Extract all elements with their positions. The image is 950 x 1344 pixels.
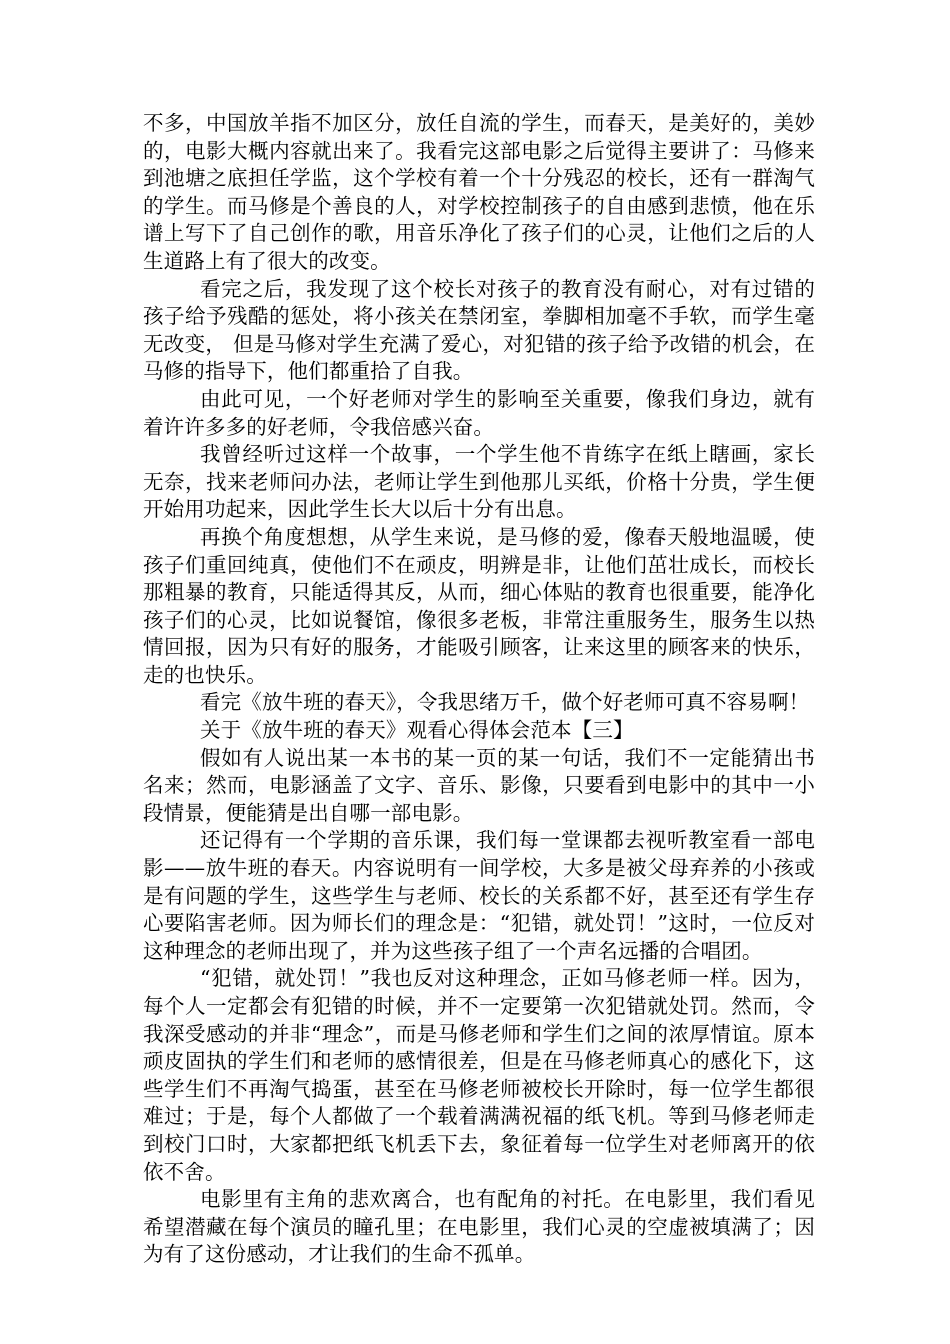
document-page [143, 110, 815, 1269]
paragraph-6: 看完《放牛班的春天》，令我思绪万千，做个好老师可真不容易啊！ [200, 690, 810, 715]
paragraph-8: 还记得有一个学期的音乐课，我们每一堂课都去视听教室看一部电影——放牛班的春天。内容说明有一间学校，大多是被父母弃养的小孩或是有问题的学生，这些学生与老师、校长的关系都不好，甚至还有学生存心要陷害老师。因为师长们的理念是：“犯错，就处罚！”这时，一位反对这种理念的老师出现了，并为这些孩子组了一个声名远播的合唱团。 [143, 828, 815, 963]
paragraph-5: 再换个角度想想，从学生来说，是马修的爱，像春天般地温暖，使孩子们重回纯真，使他们不在顽皮，明辨是非，让他们茁壮成长，而校长那粗暴的教育，只能适得其反，从而，细心体贴的教育也很重要，能净化孩子们的心灵，比如说餐馆，像很多老板，非常注重服务生，服务生以热情回报，因为只有好的服务，才能吸引顾客，让来这里的顾客来的快乐，走的也快乐。 [143, 524, 815, 687]
paragraph-1: 不多，中国放羊指不加区分，放任自流的学生，而春天，是美好的，美妙的，电影大概内容就出来了。我看完这部电影之后觉得主要讲了：马修来到池塘之底担任学监，这个学校有着一个十分残忍的校长，还有一群淘气的学生。而马修是个善良的人，对学校控制孩子的自由感到悲愤，他在乐谱上写下了自己创作的歌，用音乐净化了孩子们的心灵，让他们之后的人生道路上有了很大的改变。 [143, 111, 815, 273]
paragraph-2: 看完之后，我发现了这个校长对孩子的教育没有耐心，对有过错的孩子给予残酷的惩处，将小孩关在禁闭室，拳脚相加毫不手软，而学生毫无改变， 但是马修对学生充满了爱心，对犯错的孩子给予改错的机会，在马修的指导下，他们都重拾了自我。 [143, 276, 815, 384]
paragraph-9: “犯错，就处罚！”我也反对这种理念，正如马修老师一样。因为，每个人一定都会有犯错的时候，并不一定要第一次犯错就处罚。然而，令我深受感动的并非“理念”，而是马修老师和学生们之间的浓厚情谊。原本顽皮固执的学生们和老师的感情很差，但是在马修老师真心的感化下，这些学生们不再淘气捣蛋，甚至在马修老师被校长开除时，每一位学生都很难过；于是，每个人都做了一个载着满满祝福的纸飞机。等到马修老师走到校门口时，大家都把纸飞机丢下去，象征着每一位学生对老师离开的依依不舍。 [143, 966, 815, 1184]
section-heading: 关于《放牛班的春天》观看心得体会范本【三】 [200, 718, 634, 743]
paragraph-7: 假如有人说出某一本书的某一页的某一句话，我们不一定能猜出书名来；然而，电影涵盖了文字、音乐、影像，只要看到电影中的其中一小段情景，便能猜是出自哪一部电影。 [143, 745, 815, 825]
paragraph-4: 我曾经听过这样一个故事，一个学生他不肯练字在纸上瞎画，家长无奈，找来老师问办法，老师让学生到他那儿买纸，价格十分贵，学生便开始用功起来，因此学生长大以后十分有出息。 [143, 442, 815, 522]
paragraph-10: 电影里有主角的悲欢离合，也有配角的衬托。在电影里，我们看见希望潜藏在每个演员的瞳孔里；在电影里，我们心灵的空虚被填满了；因为有了这份感动，才让我们的生命不孤单。 [143, 1187, 815, 1267]
paragraph-3: 由此可见，一个好老师对学生的影响至关重要，像我们身边，就有着许许多多的好老师，令我倍感兴奋。 [143, 386, 815, 439]
